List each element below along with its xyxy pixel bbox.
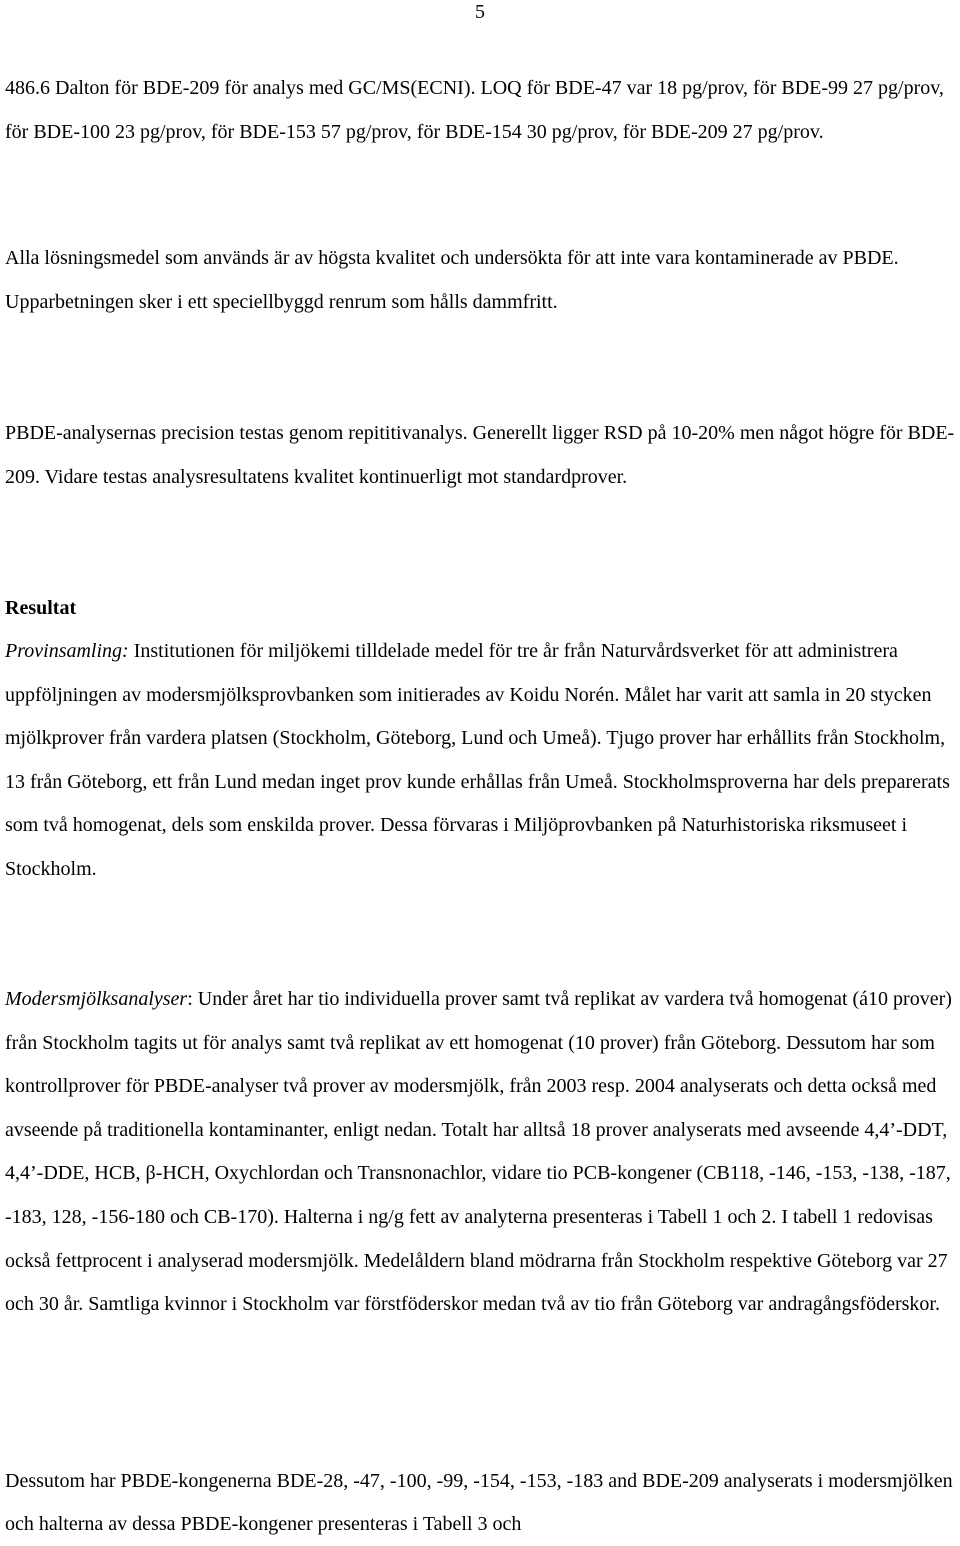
- paragraph-solvents: Alla lösningsmedel som används är av högsta kvalitet och undersökta för att inte vara kontaminerade av PBDE. Upparbetningen sker i ett speciellbyggd renrum som hålls dammfritt.: [5, 247, 899, 313]
- page-number: 5: [475, 1, 485, 23]
- paragraph-provinsamling: [5, 630, 960, 892]
- paragraph-dalton-loq: 486.6 Dalton för BDE-209 för analys med GC/MS(ECNI). LOQ för BDE-47 var 18 pg/prov, för BDE-99 27 pg/prov, för BDE-100 23 pg/prov, för BDE-153 57 pg/prov, för BDE-154 30 pg/prov, för BDE-209 27 pg/prov.: [5, 77, 944, 143]
- modersmjolk-text: : Under året har tio individuella prover samt två replikat av vardera två homogenat (á10 prover) från Stockholm tagits ut för analys samt två replikat av ett homogenat (10 prover) från Göteborg. Dessutom har som kontrollprover för PBDE-analyser två prover av modersmjölk, från 2003 resp. 2004 analyserats och detta också med avseende på traditionella kontaminanter, enligt nedan. Totalt har alltså 18 prover analyserats med avseende 4,4’-DDT, 4,4’-DDE, HCB, β-HCH, Oxychlordan och Transnonachlor, vidare tio PCB-kongener (CB118, -146, -153, -138, -187, -183, 128, -156-180 och CB-170). Halterna i ng/g fett av analyterna presenteras i Tabell 1 och 2. I tabell 1 redovisas också fettprocent i analyserad modersmjölk. Medelåldern bland mödrarna från Stockholm respektive Göteborg var 27 och 30 år. Samtliga kvinnor i Stockholm var förstföderskor medan två av tio från Göteborg var andragångsföderskor.: [5, 988, 952, 1316]
- modersmjolk-lead: Modersmjölksanalyser: [5, 988, 188, 1010]
- provinsamling-text: Institutionen för miljökemi tilldelade medel för tre år från Naturvårdsverket för att administrera uppföljningen av modersmjölksprovbanken som initierades av Koidu Norén. Målet har varit att samla in 20 stycken mjölkprover från vardera platsen (Stockholm, Göteborg, Lund och Umeå). Tjugo prover har erhållits från Stockholm, 13 från Göteborg, ett från Lund medan inget prov kunde erhållas från Umeå. Stockholmsproverna har dels preparerats som två homogenat, dels som enskilda prover. Dessa förvaras i Miljöprovbanken på Naturhistoriska riksmuseet i Stockholm.: [5, 640, 950, 880]
- paragraph-modersmjolksanalyser: [5, 978, 960, 1327]
- section-heading-resultat: Resultat: [5, 597, 77, 619]
- paragraph-precision: PBDE-analysernas precision testas genom repititivanalys. Generellt ligger RSD på 10-20% men något högre för BDE-209. Vidare testas analysresultatens kvalitet kontinuerligt mot standardprover.: [5, 422, 955, 488]
- provinsamling-lead: Provinsamling:: [5, 640, 129, 662]
- paragraph-pbde-congeners: Dessutom har PBDE-kongenerna BDE-28, -47, -100, -99, -154, -153, -183 and BDE-209 analyserats i modersmjölken och halterna av dessa PBDE-kongener presenteras i Tabell 3 och: [5, 1470, 953, 1535]
